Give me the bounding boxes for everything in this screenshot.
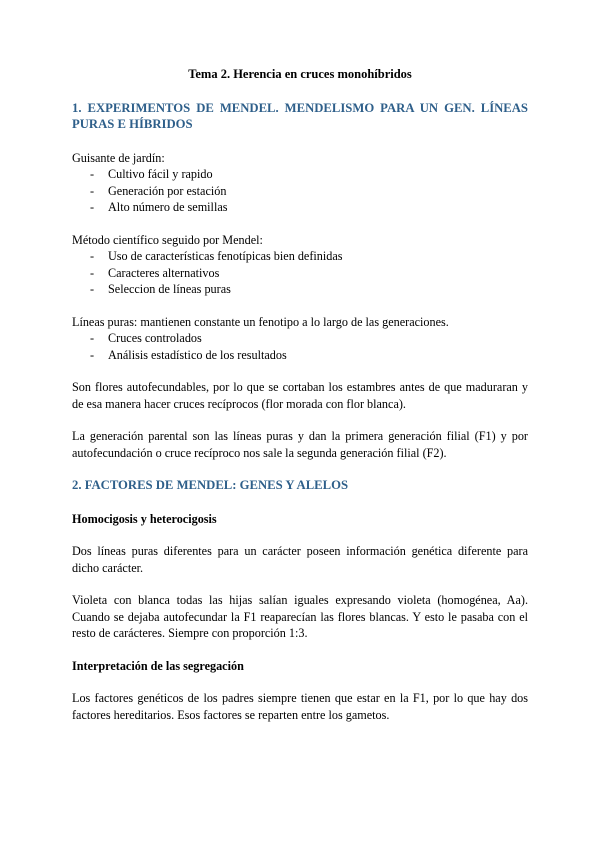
list-item-text: Alto número de semillas (108, 200, 228, 214)
lineas-puras-paragraph: Dos líneas puras diferentes para un carácter poseen información genética diferente para dicho carácter. (72, 544, 528, 575)
dash-marker: - (90, 265, 95, 280)
violeta-paragraph: Violeta con blanca todas las hijas salían iguales expresando violeta (homogénea, Aa). Cuando se dejaba autofecundar la F1 reaparecían las flores blancas. Y esto le pasaba con el resto de carácteres. Siempre con proporción 1:3. (72, 593, 528, 640)
autofecundables-paragraph: Son flores autofecundables, por lo que se cortaban los estambres antes de que maduraran y de esa manera hacer cruces recíprocos (flor morada con flor blanca). (72, 380, 528, 411)
list-item (72, 330, 528, 347)
dash-marker: - (90, 282, 95, 296)
list-item-text: Seleccion de líneas puras (108, 282, 231, 296)
list-item (72, 199, 528, 216)
lineas-intro: Líneas puras: mantienen constante un fenotipo a lo largo de las generaciones. (72, 314, 449, 329)
document-title: Tema 2. Herencia en cruces monohíbridos (188, 67, 412, 81)
list-item-text: Cultivo fácil y rapido (108, 167, 213, 181)
dash-marker: - (90, 167, 95, 181)
dash-marker: - (90, 200, 95, 214)
list-item (72, 281, 528, 298)
guisante-intro: Guisante de jardín: (72, 150, 165, 165)
homocigosis-heading: Homocigosis y heterocigosis (72, 511, 217, 526)
guisante-list (72, 166, 528, 216)
list-item-text: Uso de características fenotípicas bien definidas (108, 249, 343, 263)
dash-marker: - (90, 347, 95, 362)
list-item (72, 265, 528, 282)
list-item-text: Análisis estadístico de los resultados (108, 347, 287, 362)
document-page (72, 66, 528, 739)
metodo-list (72, 248, 528, 298)
list-item (72, 248, 528, 265)
factores-geneticos-paragraph: Los factores genéticos de los padres siempre tienen que estar en la F1, por lo que hay dos factores hereditarios. Esos factores se reparten entre los gametos. (72, 691, 528, 722)
dash-marker: - (90, 183, 95, 198)
list-item-text: Generación por estación (108, 183, 227, 198)
list-item (72, 183, 528, 200)
section-1-heading: 1. EXPERIMENTOS DE MENDEL. MENDELISMO PARA UN GEN. LÍNEAS PURAS E HÍBRIDOS (72, 100, 528, 131)
list-item (72, 166, 528, 183)
dash-marker: - (90, 249, 95, 263)
list-item-text: Caracteres alternativos (108, 265, 220, 280)
section-2-heading: 2. FACTORES DE MENDEL: GENES Y ALELOS (72, 478, 349, 492)
generacion-parental-paragraph: La generación parental son las líneas puras y dan la primera generación filial (F1) y por autofecundación o cruce recíproco nos sale la segunda generación filial (F2). (72, 429, 528, 460)
list-item-text: Cruces controlados (108, 331, 202, 345)
dash-marker: - (90, 331, 95, 345)
list-item (72, 347, 528, 364)
lineas-list (72, 330, 528, 363)
segregacion-heading: Interpretación de las segregación (72, 658, 244, 673)
metodo-intro: Método científico seguido por Mendel: (72, 232, 263, 247)
